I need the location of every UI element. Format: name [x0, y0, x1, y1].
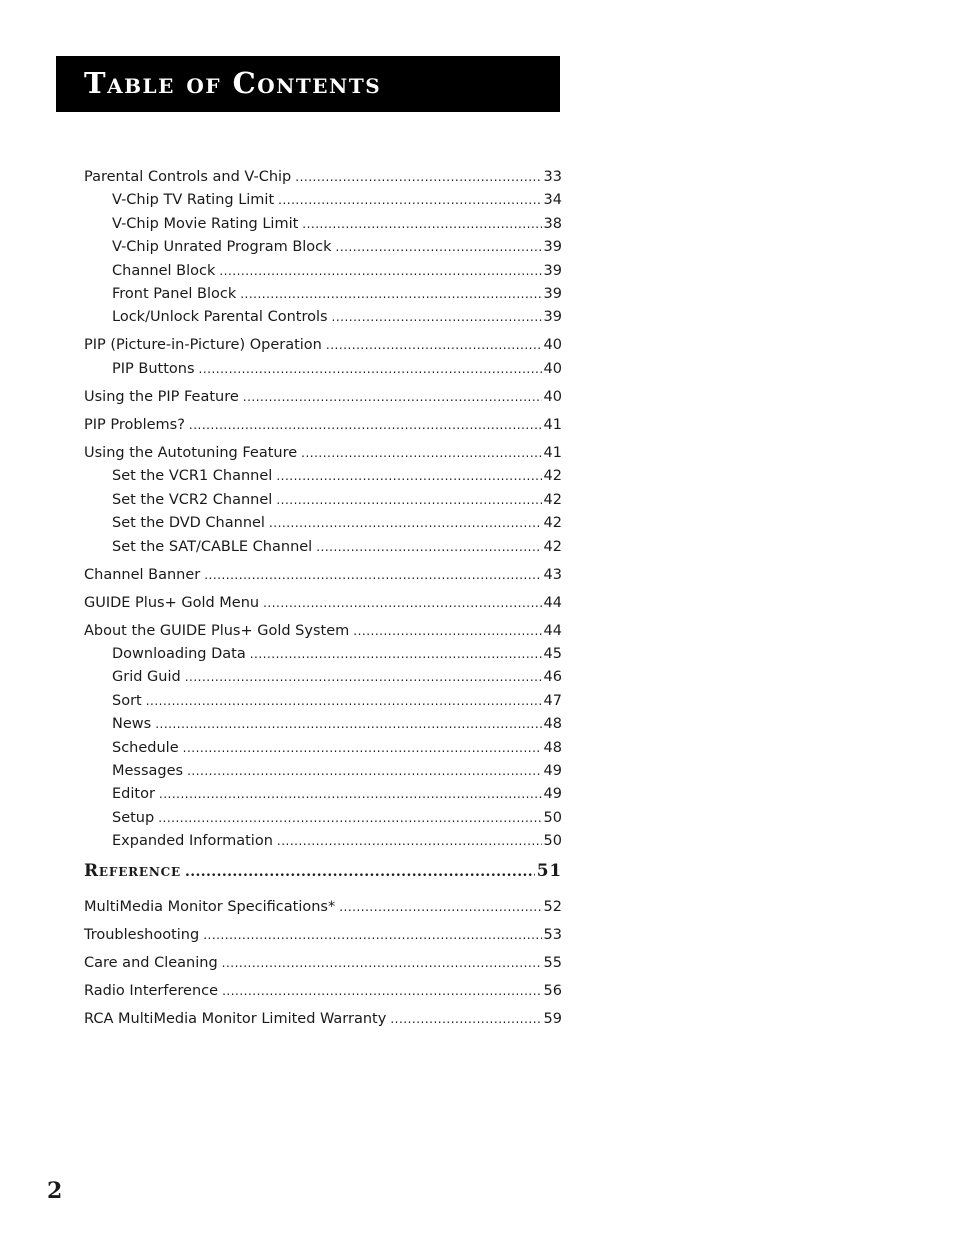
- toc-subentry: [112, 190, 562, 210]
- toc-entry-page: 39: [543, 286, 562, 302]
- toc-entry-label: Set the DVD Channel: [112, 515, 265, 531]
- toc-subentry: [112, 261, 562, 281]
- toc-entry-label: Channel Block: [112, 263, 216, 279]
- toc-entry-label: V-Chip Movie Rating Limit: [112, 216, 299, 232]
- dot-leader: [302, 214, 541, 234]
- dot-leader: [353, 621, 541, 641]
- dot-leader: [243, 387, 542, 407]
- dot-leader: [159, 784, 542, 804]
- toc-entry-page: 41: [543, 445, 562, 461]
- dot-leader: [204, 565, 541, 585]
- dot-leader: [146, 691, 542, 711]
- toc-entry-label: Setup: [112, 810, 155, 826]
- toc-entry-page: 39: [543, 263, 562, 279]
- toc-entry-label: Grid Guid: [112, 669, 181, 685]
- dot-leader: [250, 644, 542, 664]
- toc-subentry: [112, 831, 562, 851]
- toc-subentry: [112, 537, 562, 557]
- dot-leader: [301, 443, 541, 463]
- toc-subentry: [112, 466, 562, 486]
- dot-leader: [336, 237, 542, 257]
- dot-leader: [339, 897, 541, 917]
- dot-leader: [263, 593, 541, 613]
- page-title: Table of Contents: [84, 65, 382, 100]
- toc-entry-page: 48: [543, 740, 562, 756]
- toc-entry: [84, 415, 562, 435]
- toc-entry-label: PIP Buttons: [112, 361, 195, 377]
- toc-subentry: [112, 808, 562, 828]
- toc-entry-label: V-Chip TV Rating Limit: [112, 192, 275, 208]
- toc-entry: [84, 167, 562, 187]
- dot-leader: [269, 513, 542, 533]
- toc-entry-label: MultiMedia Monitor Specifications*: [84, 899, 336, 915]
- toc-entry-page: 42: [543, 515, 562, 531]
- toc-entry-label: Set the VCR1 Channel: [112, 468, 273, 484]
- toc-entry-page: 55: [543, 955, 562, 971]
- dot-leader: [155, 714, 541, 734]
- dot-leader: [219, 261, 541, 281]
- dot-leader: [185, 860, 535, 884]
- dot-leader: [316, 537, 541, 557]
- toc-entry-label: Reference: [84, 861, 181, 881]
- toc-entry-label: GUIDE Plus+ Gold Menu: [84, 595, 260, 611]
- page-number: 2: [47, 1178, 63, 1204]
- toc-entry-page: 39: [543, 239, 562, 255]
- toc-entry-label: PIP (Picture-in-Picture) Operation: [84, 337, 322, 353]
- toc-entry-label: Care and Cleaning: [84, 955, 218, 971]
- toc-entry-page: 42: [543, 492, 562, 508]
- dot-leader: [222, 981, 541, 1001]
- toc-entry: [84, 593, 562, 613]
- toc-entry: [84, 897, 562, 917]
- toc-entry-page: 52: [543, 899, 562, 915]
- dot-leader: [332, 307, 542, 327]
- dot-leader: [183, 738, 542, 758]
- dot-leader: [199, 359, 542, 379]
- toc-entry: [84, 925, 562, 945]
- toc-entry-page: 50: [543, 810, 562, 826]
- toc-entry-label: Expanded Information: [112, 833, 273, 849]
- toc-entry: [84, 981, 562, 1001]
- toc-entry-page: 49: [543, 786, 562, 802]
- toc-entry-page: 51: [536, 861, 562, 881]
- toc-entry: [84, 443, 562, 463]
- toc-subentry: [112, 284, 562, 304]
- toc-entry-page: 40: [543, 361, 562, 377]
- toc-entry-label: Messages: [112, 763, 184, 779]
- toc-subentry: [112, 644, 562, 664]
- toc-entry-label: Troubleshooting: [84, 927, 200, 943]
- toc-subentry: [112, 761, 562, 781]
- toc-subentry: [112, 691, 562, 711]
- toc-entry-page: 39: [543, 309, 562, 325]
- toc-entry-label: Channel Banner: [84, 567, 201, 583]
- toc-entry-label: Front Panel Block: [112, 286, 237, 302]
- toc-subentry: [112, 738, 562, 758]
- dot-leader: [222, 953, 542, 973]
- toc-entry-page: 44: [543, 623, 562, 639]
- toc-entry-page: 45: [543, 646, 562, 662]
- dot-leader: [185, 667, 542, 687]
- toc-entry-label: News: [112, 716, 152, 732]
- dot-leader: [187, 761, 541, 781]
- dot-leader: [158, 808, 541, 828]
- toc-entry-label: Schedule: [112, 740, 179, 756]
- toc-subentry: [112, 307, 562, 327]
- toc-entry-label: Set the VCR2 Channel: [112, 492, 273, 508]
- toc-subentry: [112, 237, 562, 257]
- toc-entry-page: 33: [543, 169, 562, 185]
- toc-entry-label: V-Chip Unrated Program Block: [112, 239, 332, 255]
- toc-entry-page: 56: [543, 983, 562, 999]
- toc-entry: [84, 1009, 562, 1029]
- toc-entry-page: 40: [543, 337, 562, 353]
- toc-entry: [84, 953, 562, 973]
- dot-leader: [276, 466, 541, 486]
- toc-entry-label: About the GUIDE Plus+ Gold System: [84, 623, 350, 639]
- toc-entry-label: PIP Problems?: [84, 417, 185, 433]
- dot-leader: [278, 190, 541, 210]
- toc-entry-page: 59: [543, 1011, 562, 1027]
- toc-entry-label: Editor: [112, 786, 155, 802]
- toc-entry-page: 41: [543, 417, 562, 433]
- toc-entry-page: 48: [543, 716, 562, 732]
- toc-entry-label: Downloading Data: [112, 646, 246, 662]
- toc-subentry: [112, 784, 562, 804]
- toc-entry-page: 46: [543, 669, 562, 685]
- toc-entry-label: Using the PIP Feature: [84, 389, 239, 405]
- toc-entry-page: 43: [543, 567, 562, 583]
- toc-subentry: [112, 513, 562, 533]
- toc-entry-label: RCA MultiMedia Monitor Limited Warranty: [84, 1011, 387, 1027]
- toc-entry-page: 42: [543, 468, 562, 484]
- toc-entry-page: 40: [543, 389, 562, 405]
- toc-entry-label: Using the Autotuning Feature: [84, 445, 298, 461]
- dot-leader: [295, 167, 541, 187]
- dot-leader: [203, 925, 541, 945]
- toc-entry: [84, 565, 562, 585]
- toc-entry-label: Parental Controls and V-Chip: [84, 169, 292, 185]
- dot-leader: [277, 831, 542, 851]
- toc-entry: [84, 387, 562, 407]
- toc-entry-page: 50: [543, 833, 562, 849]
- toc-subentry: [112, 359, 562, 379]
- toc-entry-label: Radio Interference: [84, 983, 219, 999]
- toc-subentry: [112, 714, 562, 734]
- toc-subentry: [112, 667, 562, 687]
- toc-entry-label: Sort: [112, 693, 142, 709]
- title-banner: [56, 56, 560, 112]
- toc-entry-page: 53: [543, 927, 562, 943]
- toc-entry-page: 44: [543, 595, 562, 611]
- toc-entry: [84, 335, 562, 355]
- toc-subentry: [112, 490, 562, 510]
- dot-leader: [390, 1009, 541, 1029]
- dot-leader: [326, 335, 542, 355]
- toc-section-heading: [84, 859, 562, 883]
- toc-entry: [84, 621, 562, 641]
- toc-entry-page: 38: [543, 216, 562, 232]
- toc-entry-page: 34: [543, 192, 562, 208]
- toc-entry-page: 47: [543, 693, 562, 709]
- toc-entry-page: 42: [543, 539, 562, 555]
- dot-leader: [240, 284, 541, 304]
- toc-subentry: [112, 214, 562, 234]
- toc-entry-label: Lock/Unlock Parental Controls: [112, 309, 328, 325]
- dot-leader: [189, 415, 542, 435]
- dot-leader: [276, 490, 541, 510]
- toc-entry-page: 49: [543, 763, 562, 779]
- toc-entry-label: Set the SAT/CABLE Channel: [112, 539, 313, 555]
